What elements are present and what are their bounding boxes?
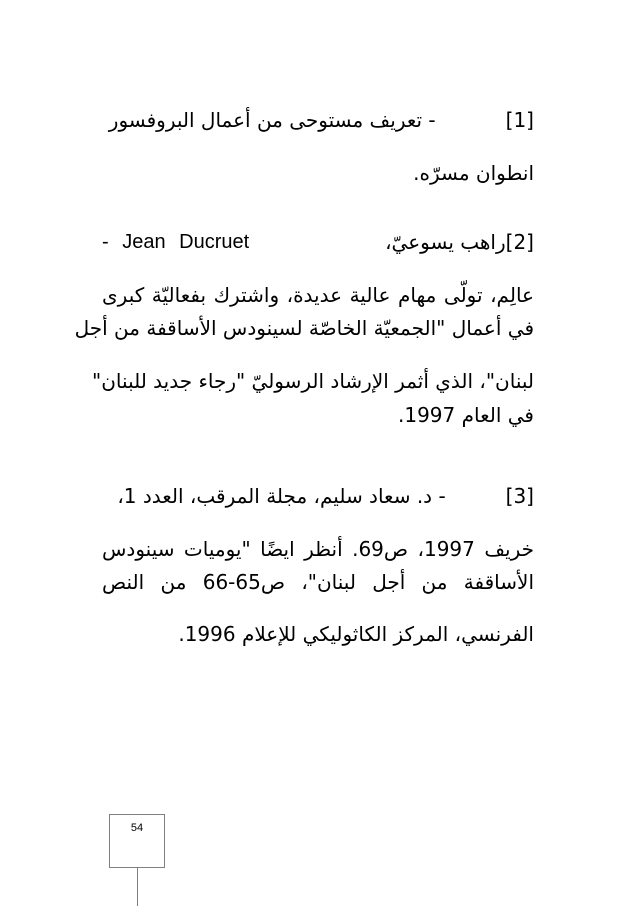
footnote-2-text-arabic: راهب يسوعيّ، xyxy=(385,230,506,254)
footnote-2-line-2: عالِم، تولّى مهام عالية عديدة، واشترك بفعاليّة كبرى xyxy=(102,283,534,307)
footnote-3-line-4: الفرنسي، المركز الكاثوليكي للإعلام 1996. xyxy=(178,622,534,646)
footnote-2-name-latin: - Jean Ducruet xyxy=(102,231,250,253)
footnote-3-text: - د. سعاد سليم، مجلة المرقب، العدد 1، xyxy=(117,484,446,508)
page-number: 54 xyxy=(130,822,144,834)
footnote-1-line-1 xyxy=(102,100,534,140)
footnote-3-line-1 xyxy=(102,476,534,516)
page-number-stem xyxy=(137,868,138,906)
footnote-1-marker: [1] xyxy=(505,108,534,132)
footnote-2-marker: [2] xyxy=(505,230,534,254)
footnote-2-line-3: في أعمال "الجمعيّة الخاصّة لسينودس الأساقفة من أجل xyxy=(74,316,534,340)
footnote-2-line-4: لبنان"، الذي أثمر الإرشاد الرسوليّ "رجاء جديد للبنان" xyxy=(92,369,534,393)
footnote-2-name-arabic xyxy=(385,222,534,262)
footnote-2-line-1 xyxy=(102,222,534,262)
footnote-3-marker: [3] xyxy=(505,484,534,508)
footnote-3-line-3: الأساقفة من أجل لبنان"، ص65-66 من النص xyxy=(102,570,535,594)
page-number-box xyxy=(109,814,165,868)
footnote-1-text: - تعريف مستوحى من أعمال البروفسور xyxy=(108,108,436,132)
footnote-3-line-2: خريف 1997، ص69. أنظر ايضًا "يوميات سينودس xyxy=(102,537,534,561)
footnote-2-line-5: في العام 1997. xyxy=(398,403,534,427)
footnote-1-line-2: انطوان مسرّه. xyxy=(413,161,534,185)
